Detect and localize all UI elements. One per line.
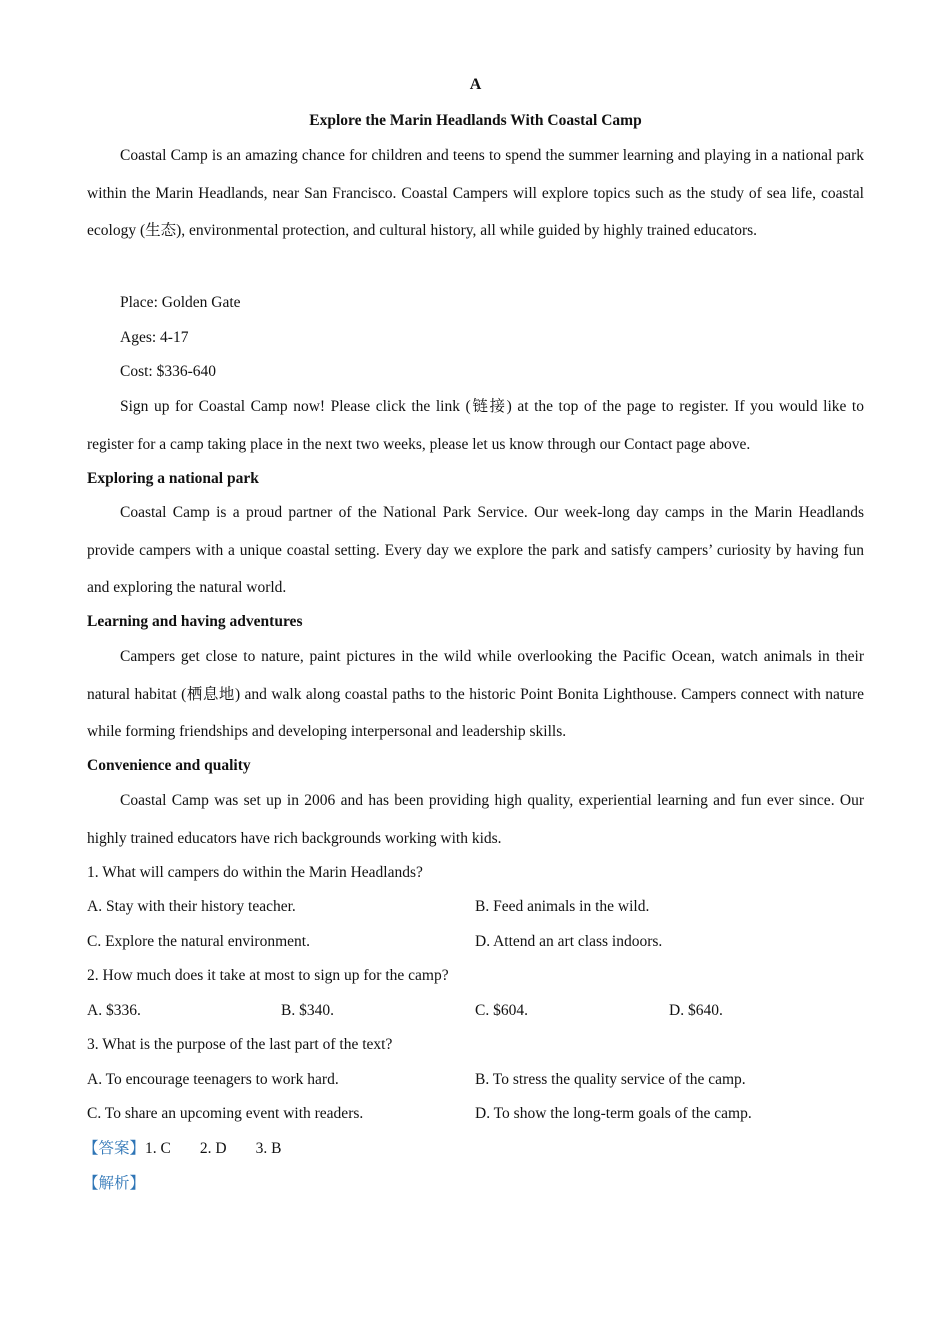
answer-item: 1. C xyxy=(145,1140,171,1157)
question-option: B. $340. xyxy=(281,1002,334,1019)
answer-label: 【答案】 xyxy=(83,1140,146,1157)
question-option: C. $604. xyxy=(475,1002,528,1019)
answer-row xyxy=(83,1139,281,1159)
signup-paragraph: Sign up for Coastal Camp now! Please click the link (链接) at the top of the page to register. If you would like to register for a camp taking place in the next two weeks, please let us know through our Contact page above. xyxy=(87,398,864,453)
question-stem: 2. How much does it take at most to sign up for the camp? xyxy=(87,967,449,984)
info-place: Place: Golden Gate xyxy=(120,294,241,311)
question-option: A. $336. xyxy=(87,1002,141,1019)
section-letter: A xyxy=(469,76,482,93)
question-option: D. Attend an art class indoors. xyxy=(475,933,663,950)
section-text: Campers get close to nature, paint pictures in the wild while overlooking the Pacific Ocean, watch animals in their natural habitat (栖息地) and walk along coastal paths to the historic Point Bonita Lighthouse. Campers connect with nature while forming friendships and developing interpersonal and leadership skills. xyxy=(87,648,864,740)
answer-item: 2. D xyxy=(199,1140,227,1157)
section-heading: Learning and having adventures xyxy=(87,613,303,630)
question-option: B. Feed animals in the wild. xyxy=(475,898,650,915)
question-stem: 1. What will campers do within the Marin Headlands? xyxy=(87,864,423,881)
section-text: Coastal Camp is a proud partner of the National Park Service. Our week-long day camps in the Marin Headlands provide campers with a unique coastal setting. Every day we explore the park and satisfy campers’ curiosity by having fun and exploring the natural world. xyxy=(87,504,864,596)
answer-item: 3. B xyxy=(255,1140,282,1157)
passage-title: Explore the Marin Headlands With Coastal Camp xyxy=(309,112,642,129)
section-heading: Exploring a national park xyxy=(87,470,259,487)
intro-paragraph: Coastal Camp is an amazing chance for children and teens to spend the summer learning and playing in a national park within the Marin Headlands, near San Francisco. Coastal Campers will explore topics such as the study of sea life, coastal ecology (生态), environmental protection, and cultural history, all while guided by highly trained educators. xyxy=(87,147,864,239)
question-option: C. Explore the natural environment. xyxy=(87,933,310,950)
info-ages: Ages: 4-17 xyxy=(120,329,189,346)
question-stem: 3. What is the purpose of the last part of the text? xyxy=(87,1036,393,1053)
question-option: B. To stress the quality service of the camp. xyxy=(475,1071,746,1088)
info-cost: Cost: $336-640 xyxy=(120,363,217,380)
section-text: Coastal Camp was set up in 2006 and has been providing high quality, experiential learning and fun ever since. Our highly trained educators have rich backgrounds working with kids. xyxy=(87,792,864,847)
question-option: A. To encourage teenagers to work hard. xyxy=(87,1071,339,1088)
section-heading: Convenience and quality xyxy=(87,757,251,774)
question-option: D. $640. xyxy=(669,1002,723,1019)
question-option: D. To show the long-term goals of the camp. xyxy=(475,1105,752,1122)
question-option: A. Stay with their history teacher. xyxy=(87,898,296,915)
analysis-label: 【解析】 xyxy=(83,1175,146,1192)
question-option: C. To share an upcoming event with readers. xyxy=(87,1105,364,1122)
